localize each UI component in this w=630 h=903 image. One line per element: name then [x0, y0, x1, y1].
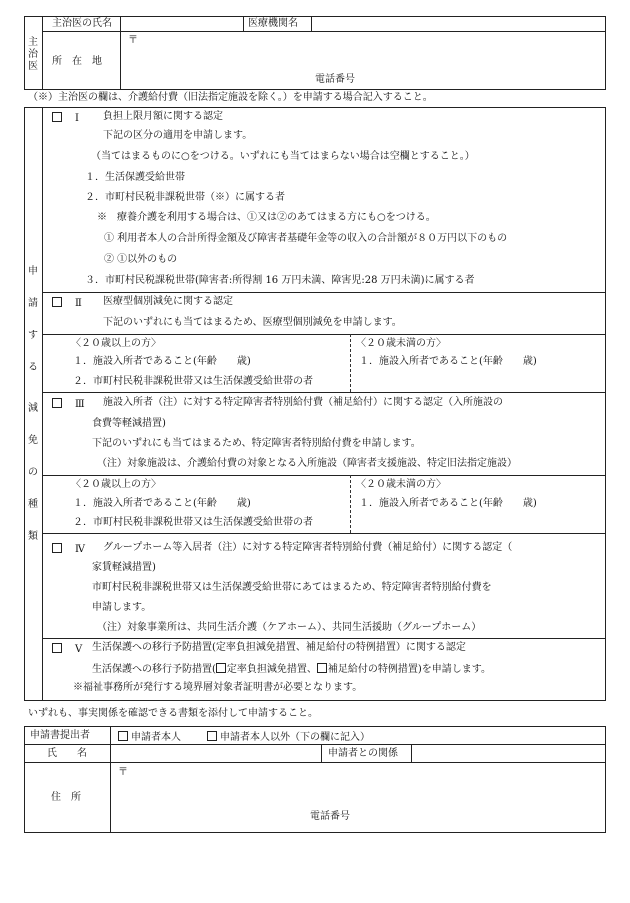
section-1-instr: （当てはまるものに○をつける。いずれにも当てはまらない場合は空欄とすること。） — [91, 151, 475, 162]
section-3-checkbox-icon[interactable] — [52, 398, 62, 408]
section-4-note: （注）対象事業所は、共同生活介護（ケアホーム）、共同生活援助（グループホーム） — [97, 622, 482, 633]
section-5-intro: 生活保護への移行予防措置( 定率負担減免措置、 補足給付の特例措置)を申請します。 — [92, 664, 492, 675]
section-5-checkbox-icon[interactable] — [52, 643, 62, 653]
section-3-adult-1: １．施設入所者であること(年齢 歳) — [73, 498, 251, 509]
physician-phone-label: 電話番号 — [315, 74, 355, 85]
section-4-title: グループホーム等入居者（注）に対する特定障害者特別給付費（補足給付）に関する認定（ — [103, 542, 513, 553]
section-3-note: （注）対象施設は、介護給付費の対象となる入所施設（障害者支援施設、特定旧法指定施設） — [97, 458, 517, 469]
section-5-row[interactable]: Ⅴ — [52, 643, 82, 655]
relation-label: 申請者との関係 — [328, 748, 398, 759]
submitter-phone-label: 電話番号 — [310, 811, 350, 822]
section-2-checkbox-icon[interactable] — [52, 297, 62, 307]
attach-note: いずれも、事実関係を確認できる書類を添付して申請すること。 — [28, 708, 318, 719]
section-1-note: ※ 療養介護を利用する場合は、①又は②のあてはまる方にも○をつける。 — [97, 212, 436, 223]
section-5-note: ※福祉事務所が発行する境界層対象者証明書が必要となります。 — [73, 682, 363, 693]
section-3-child-1: １．施設入所者であること(年齢 歳) — [359, 498, 537, 509]
section-2-child-1: １．施設入所者であること(年齢 歳) — [359, 356, 537, 367]
section-1-item-1[interactable]: １．生活保護受給世帯 — [85, 172, 185, 183]
submitter-other-option[interactable]: 申請者本人以外（下の欄に記入） — [207, 731, 370, 743]
section-1-sub-1[interactable]: ① 利用者本人の合計所得金額及び障害者基礎年金等の収入の合計額が８０万円以下のもの — [104, 233, 508, 244]
physician-note: （※）主治医の欄は、介護給付費（旧法指定施設を除く。）を申請する場合記入すること。 — [28, 92, 433, 103]
relation-field[interactable] — [412, 745, 604, 761]
supplementary-special-option[interactable]: 補足給付の特例措置 — [327, 664, 418, 675]
section-3-title: 施設入所者（注）に対する特定障害者特別給付費（補足給付）に関する認定（入所施設の — [103, 397, 503, 408]
section-2-intro: 下記のいずれにも当てはまるため、医療型個別減免を申請します。 — [103, 317, 402, 328]
section-1-title: 負担上限月額に関する認定 — [103, 111, 223, 122]
section-1-item-3[interactable]: ３．市町村民税課税世帯(障害者:所得割 16 万円未満、障害児:28 万円未満)に属する者 — [85, 275, 475, 286]
section-2-adult-2: ２．市町村民税非課税世帯又は生活保護受給世帯の者 — [73, 376, 313, 387]
submitter-address-label: 住 所 — [51, 792, 81, 803]
section-4-intro-2: 申請します。 — [92, 602, 152, 613]
submitter-label: 申請書提出者 — [30, 730, 90, 741]
section-1-item-2[interactable]: ２．市町村民税非課税世帯（※）に属する者 — [85, 192, 285, 203]
section-5-title: 生活保護への移行予防措置(定率負担減免措置、補足給付の特例措置）に関する認定 — [92, 642, 466, 653]
supplementary-special-checkbox-icon[interactable] — [317, 663, 327, 673]
section-3-adult-2: ２．市町村民税非課税世帯又は生活保護受給世帯の者 — [73, 517, 313, 528]
section-2-adult-1: １．施設入所者であること(年齢 歳) — [73, 356, 251, 367]
submitter-other-checkbox-icon[interactable] — [207, 731, 217, 741]
physician-name-field[interactable] — [121, 17, 242, 30]
section-3-child-head: 〈２０歳未満の方〉 — [356, 479, 446, 490]
submitter-name-field[interactable] — [111, 745, 320, 761]
section-4-title-2: 家賃軽減措置) — [92, 562, 156, 573]
section-3-intro: 下記のいずれにも当てはまるため、特定障害者特別給付費を申請します。 — [92, 438, 421, 449]
section-2-child-head: 〈２０歳未満の方〉 — [356, 338, 446, 349]
submitter-address-field[interactable] — [111, 763, 604, 831]
section-3-title-2: 食費等軽減措置) — [92, 418, 166, 429]
section-3-row[interactable]: Ⅲ — [52, 398, 85, 410]
section-2-adult-head: 〈２０歳以上の方〉 — [71, 338, 161, 349]
institution-label: 医療機関名 — [248, 18, 298, 29]
submitter-name-label: 氏 名 — [47, 748, 87, 759]
submitter-self-option[interactable]: 申請者本人 — [118, 731, 181, 743]
section-4-row[interactable]: Ⅳ — [52, 543, 85, 555]
physician-name-label: 主治医の氏名 — [52, 18, 112, 29]
submitter-postal-mark: 〒 — [118, 767, 128, 778]
section-4-intro: 市町村民税非課税世帯又は生活保護受給世帯にあてはまるため、特定障害者特別給付費を — [92, 582, 492, 593]
physician-postal-mark: 〒 — [128, 35, 138, 46]
section-3-adult-head: 〈２０歳以上の方〉 — [71, 479, 161, 490]
physician-address-label: 所 在 地 — [52, 56, 102, 67]
section-1-intro: 下記の区分の適用を申請します。 — [103, 130, 253, 141]
physician-address-field[interactable] — [121, 32, 604, 88]
section-2-row[interactable]: Ⅱ — [52, 297, 82, 309]
section-1-sub-2[interactable]: ② ①以外のもの — [104, 254, 178, 265]
section-2-title: 医療型個別減免に関する認定 — [103, 296, 233, 307]
fixed-rate-reduction-option[interactable]: 定率負担減免措置、 — [226, 664, 317, 675]
section-1-row[interactable]: Ⅰ — [52, 112, 79, 124]
submitter-self-checkbox-icon[interactable] — [118, 731, 128, 741]
institution-field[interactable] — [312, 17, 604, 30]
section-1-checkbox-icon[interactable] — [52, 112, 62, 122]
fixed-rate-reduction-checkbox-icon[interactable] — [216, 663, 226, 673]
section-4-checkbox-icon[interactable] — [52, 543, 62, 553]
